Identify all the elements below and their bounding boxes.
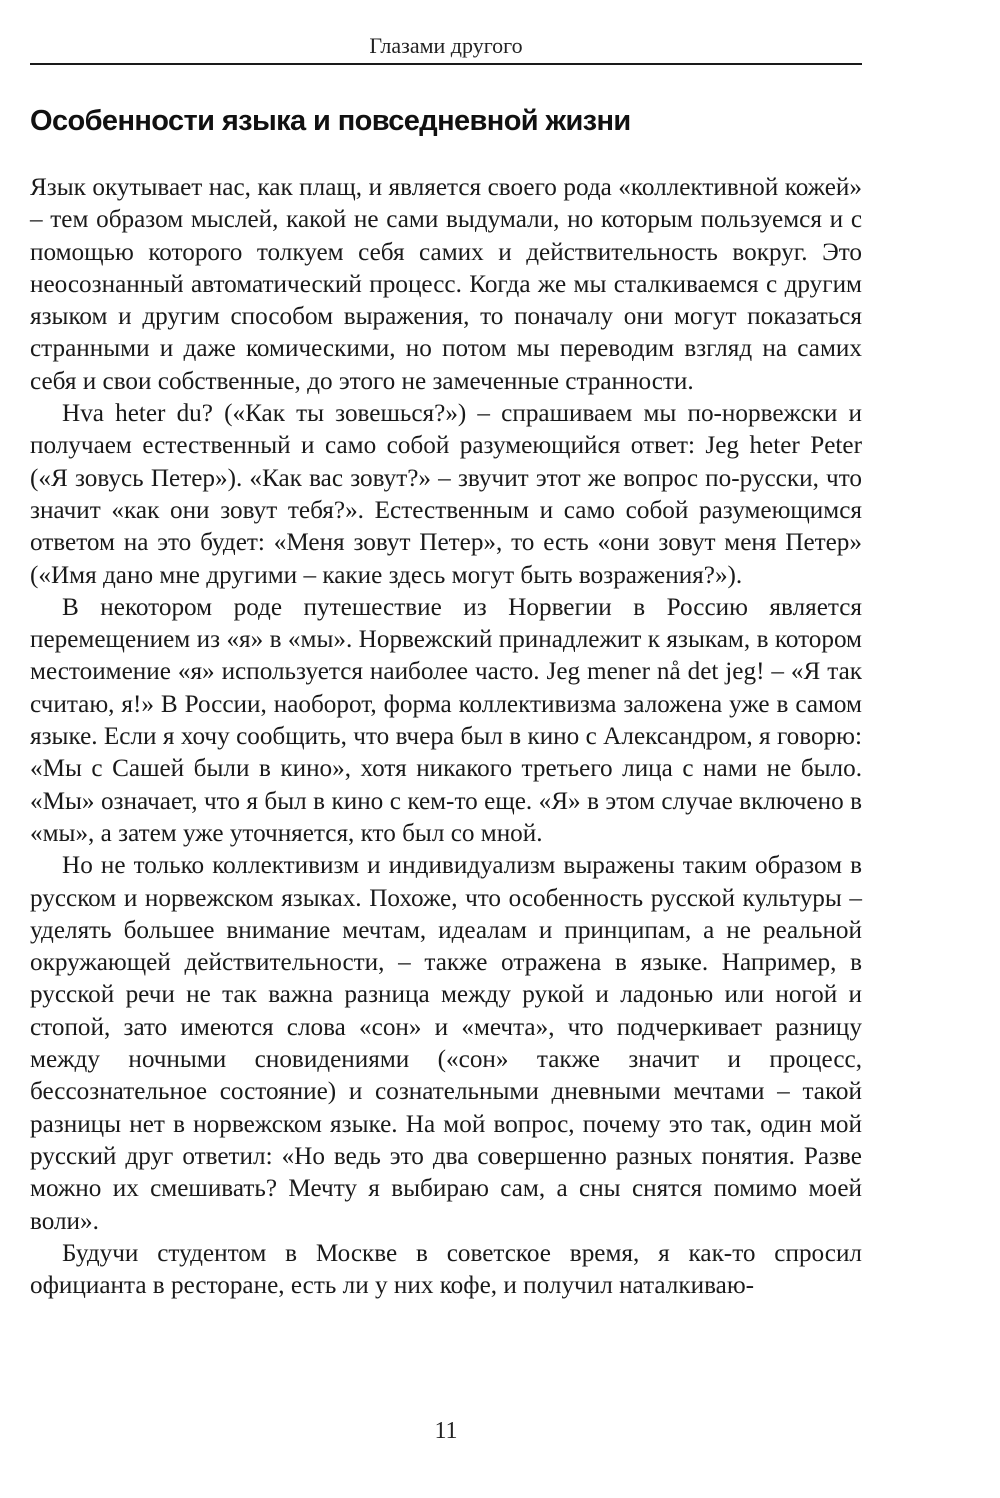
- paragraph: Hva heter du? («Как ты зовешься?») – спрашиваем мы по-норвежски и получаем естественный и само собой разумеющийся ответ: Jeg heter Peter («Я зовусь Петер»). «Как вас зовут?» – звучит этот же вопрос по-русски, что значит «как они зовут тебя?». Естественным и само собой разумеющимся ответом на это будет: «Меня зовут Петер», то есть «они зовут меня Петер» («Имя дано мне другими – какие здесь могут быть возражения?»).: [30, 400, 862, 589]
- page-number: 11: [434, 1418, 458, 1444]
- body-text: [30, 172, 862, 1302]
- header-rule: [30, 63, 862, 65]
- paragraph: Будучи студентом в Москве в советское время, я как-то спросил официанта в ресторане, есть ли у них кофе, и получил наталкиваю-: [30, 1239, 862, 1300]
- paragraph: Но не только коллективизм и индивидуализм выражены таким образом в русском и норвежском языках. Похоже, что особенность русской культуры – уделять большее внимание мечтам, идеалам и принципам, а не реальной окружающей действительности, – также отражена в языке. Например, в русской речи не так важна разница между рукой и ладонью или ногой и стопой, зато имеются слова «сон» и «мечта», что подчеркивает разницу между ночными сновидениями («сон» также значит и процесс, бессознательное состояние) и сознательными дневными мечтами – такой разницы нет в норвежском языке. На мой вопрос, почему это так, один мой русский друг ответил: «Но ведь это два совершенно разных понятия. Разве можно их смешивать? Мечту я выбираю сам, а сны снятся помимо моей воли».: [30, 852, 862, 1235]
- paragraph: В некотором роде путешествие из Норвегии в Россию является перемещением из «я» в «мы». Норвежский принадлежит к языкам, в котором местоимение «я» используется наиболее часто. Jeg mener nå det jeg! – «Я так считаю, я!» В России, наоборот, форма коллективизма заложена уже в самом языке. Если я хочу сообщить, что вчера был в кино с Александром, я говорю: «Мы с Сашей были в кино», хотя никакого третьего лица с нами не было. «Мы» означает, что я был в кино с кем-то еще. «Я» в этом случае включено в «мы», а затем уже уточняется, кто был со мной.: [30, 593, 862, 847]
- chapter-title: Особенности языка и повседневной жизни: [30, 105, 631, 137]
- running-head: Глазами другого: [369, 33, 523, 58]
- paragraph: Язык окутывает нас, как плащ, и является своего рода «коллективной кожей» – тем образом мыслей, какой не сами выдумали, но которым пользуемся и с помощью которого толкуем себя самих и действительность вокруг. Это неосознанный автоматический процесс. Когда же мы сталкиваемся с другим языком и другим способом выражения, то поначалу они могут показаться странными и даже комическими, но потом мы переводим взгляд на самих себя и свои собственные, до этого не замеченные странности.: [30, 174, 862, 395]
